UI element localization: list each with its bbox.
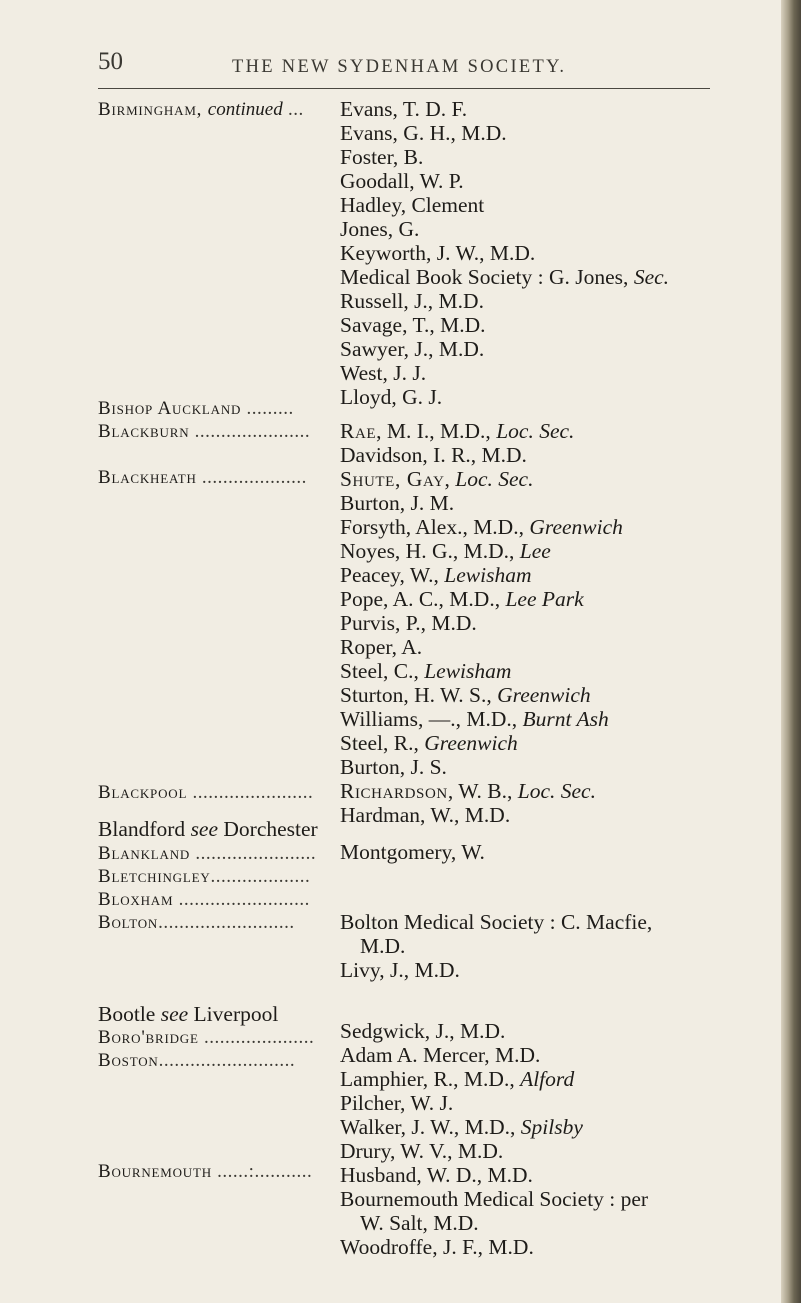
running-head: THE NEW SYDENHAM SOCIETY.: [232, 57, 567, 77]
entry-noyes: Noyes, H. G., M.D., Lee: [340, 539, 551, 563]
town-birmingham: Birmingham, continued ...: [98, 99, 304, 120]
entry-burton-jm: Burton, J. M.: [340, 491, 455, 515]
entry-montgomery: Montgomery, W.: [340, 840, 485, 864]
page-number: 50: [98, 48, 123, 75]
town-blankland: Blankland .......................: [98, 843, 317, 864]
entry-sawyer: Sawyer, J., M.D.: [340, 337, 485, 361]
town-blackburn: Blackburn ......................: [98, 421, 311, 442]
entry-purvis: Purvis, P., M.D.: [340, 611, 477, 635]
town-blackpool: Blackpool .......................: [98, 782, 314, 803]
entry-jones: Jones, G.: [340, 217, 420, 241]
town-blackheath: Blackheath ....................: [98, 467, 307, 488]
entry-medical-book-society: Medical Book Society : G. Jones, Sec.: [340, 265, 670, 289]
page-edge-shadow: [781, 0, 801, 1303]
entry-bournemouth-medical-society: Bournemouth Medical Society : per: [340, 1187, 649, 1211]
town-bletchingley: Bletchingley...................: [98, 866, 311, 887]
entry-mercer: Adam A. Mercer, M.D.: [340, 1043, 541, 1067]
town-bournemouth: Bournemouth ......:...........: [98, 1161, 313, 1182]
entry-husband: Husband, W. D., M.D.: [340, 1163, 533, 1187]
entry-lloyd: Lloyd, G. J.: [340, 385, 443, 409]
entry-hardman: Hardman, W., M.D.: [340, 803, 511, 827]
entry-evans-tdf: Evans, T. D. F.: [340, 97, 468, 121]
entry-sedgwick: Sedgwick, J., M.D.: [340, 1019, 506, 1043]
entry-roper: Roper, A.: [340, 635, 423, 659]
entry-lamphier: Lamphier, R., M.D., Alford: [340, 1067, 575, 1091]
entry-burton-js: Burton, J. S.: [340, 755, 447, 779]
entry-sturton: Sturton, H. W. S., Greenwich: [340, 683, 591, 707]
town-blandford: Blandford see Dorchester: [98, 817, 318, 841]
town-bootle: Bootle see Liverpool: [98, 1002, 279, 1026]
entry-pilcher: Pilcher, W. J.: [340, 1091, 454, 1115]
entry-russell: Russell, J., M.D.: [340, 289, 484, 313]
entry-west: West, J. J.: [340, 361, 427, 385]
town-borobridge: Boro'bridge .....................: [98, 1027, 315, 1048]
entry-steel-c: Steel, C., Lewisham: [340, 659, 512, 683]
entry-forsyth: Forsyth, Alex., M.D., Greenwich: [340, 515, 623, 539]
entry-rae: Rae, M. I., M.D., Loc. Sec.: [340, 419, 575, 443]
entry-davidson: Davidson, I. R., M.D.: [340, 443, 527, 467]
entry-richardson: Richardson, W. B., Loc. Sec.: [340, 779, 596, 803]
entry-williams: Williams, —., M.D., Burnt Ash: [340, 707, 609, 731]
entry-hadley: Hadley, Clement: [340, 193, 485, 217]
town-boston: Boston..........................: [98, 1050, 296, 1071]
entry-bolton-medical-society: Bolton Medical Society : C. Macfie,: [340, 910, 653, 934]
entry-walker: Walker, J. W., M.D., Spilsby: [340, 1115, 583, 1139]
entry-savage: Savage, T., M.D.: [340, 313, 486, 337]
entry-woodroffe: Woodroffe, J. F., M.D.: [340, 1235, 534, 1259]
entry-steel-r: Steel, R., Greenwich: [340, 731, 518, 755]
entry-keyworth: Keyworth, J. W., M.D.: [340, 241, 536, 265]
town-bishop-auckland: Bishop Auckland .........: [98, 398, 294, 419]
entry-pope: Pope, A. C., M.D., Lee Park: [340, 587, 584, 611]
entry-bolton-md: M.D.: [360, 934, 406, 958]
entry-shute: Shute, Gay, Loc. Sec.: [340, 467, 534, 491]
entry-salt: W. Salt, M.D.: [360, 1211, 479, 1235]
entry-goodall: Goodall, W. P.: [340, 169, 464, 193]
entry-livy: Livy, J., M.D.: [340, 958, 460, 982]
entry-drury: Drury, W. V., M.D.: [340, 1139, 504, 1163]
entry-peacey: Peacey, W., Lewisham: [340, 563, 532, 587]
town-bloxham: Bloxham .........................: [98, 889, 310, 910]
entry-evans-gh: Evans, G. H., M.D.: [340, 121, 507, 145]
town-bolton: Bolton..........................: [98, 912, 295, 933]
entry-foster: Foster, B.: [340, 145, 424, 169]
header-rule: [98, 88, 710, 89]
